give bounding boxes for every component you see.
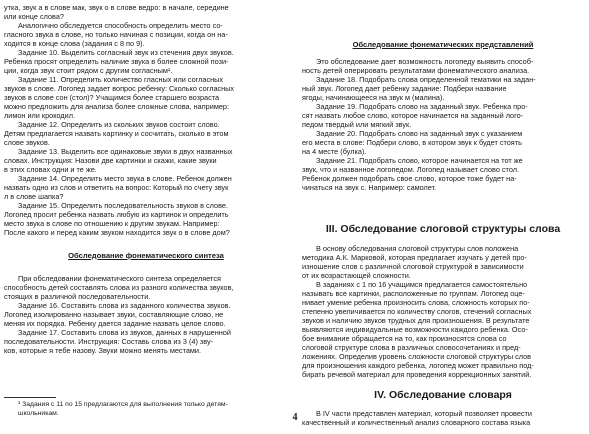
footnote-line: ¹ Задания с 11 по 15 предлагаются для выполнения только детям- xyxy=(18,401,228,408)
text-line: для произношения каждого ребенка, логопед может правильно под- xyxy=(302,361,534,370)
section-3-title: III. Обследование слоговой структуры слова xyxy=(325,223,561,235)
text-line: Ребенок должен подобрать свое слово, которое тоже будет на- xyxy=(302,174,517,183)
text-line: л в слове шапка? xyxy=(4,192,64,201)
text-line: После какого и перед каким звуком находится звук о в слове дом? xyxy=(4,228,230,237)
text-line: звуков в слове сон (стол)? Учащимся более старшего возраста xyxy=(4,93,220,102)
text-line: лимон или крокодил. xyxy=(4,111,76,120)
text-line: место звука в слове по отношению к другим звукам. Например: xyxy=(4,219,220,228)
text-line: Детям предлагается назвать картинку и сосчитать, сколько в этом xyxy=(4,129,229,138)
text-line: словах. Инструкция: Назови две картинки и скажи, какие звуки xyxy=(4,156,217,165)
text-line: можно предложить для анализа более сложные слова, например: xyxy=(4,102,229,111)
text-line: чинаться на звук с. Например: самолет. xyxy=(302,183,437,192)
text-line: Ребенка просят определить наличие звука в более сложной пози- xyxy=(4,57,229,66)
text-line: звуков в слове. Логопед задает вопрос ребенку: Сколько согласных xyxy=(4,84,235,93)
text-line: на 4 месте (булка). xyxy=(302,147,367,156)
text-line: выявляются индивидуальные возможности каждого ребенка. Осо- xyxy=(302,325,528,334)
text-line: меняя их порядка. Ребенку дается задание назвать целое слово. xyxy=(4,319,226,328)
section-heading-representations: Обследование фонематических представлений xyxy=(352,40,534,49)
text-line: степенно увеличивается по количеству слогов, стечений согласных xyxy=(302,307,532,316)
text-line: от их возрастающей сложности. xyxy=(302,271,411,280)
text-line: Это обследование дает возможность логопеду выявить способ- xyxy=(316,57,534,66)
task-15-line: Задание 15. Определить последовательность звуков в слове. xyxy=(18,201,228,210)
text-line: стоящих в различной последовательности. xyxy=(4,292,151,301)
task-21-line: Задание 21. Подобрать слово, которое начинается на тот же xyxy=(316,156,523,165)
page-number: 4 xyxy=(292,412,298,423)
task-16-line: Задание 16. Составить слова из заданного количества звуков. xyxy=(18,301,231,310)
text-line: назвать одно из слов и ответить на вопрос: Который по счету звук xyxy=(4,183,229,192)
footnote-line: школьникам. xyxy=(18,410,59,417)
text-line: педом твердый или мягкий звук. xyxy=(302,120,412,129)
text-line: В заданиях с 1 по 16 учащимся предлагается самостоятельно xyxy=(316,280,528,289)
text-line: гласного звука в слове, но только начиная с позиции, когда он на- xyxy=(4,30,228,39)
task-20-line: Задание 20. Подобрать слово на заданный звук с указанием xyxy=(316,129,523,138)
text-line: Логопед изолированно называет звуки, составляющие слово, не xyxy=(4,310,224,319)
text-line: ягоды, начинающееся на звук м (малина). xyxy=(302,93,445,102)
text-line: методика А.К. Марковой, которая предлагает изучать у детей про- xyxy=(302,253,527,262)
text-line: последовательности. Инструкция: Составь слова из 3 (4) зву- xyxy=(4,337,214,346)
task-13-line: Задание 13. Выделить все одинаковые звуки в двух названных xyxy=(18,147,233,156)
text-line: звуков и наличию звуков трудных для произношения. В результате xyxy=(302,316,530,325)
task-18-line: Задание 18. Подобрать слова определенной тематики на задан- xyxy=(316,75,536,84)
text-line: В основу обследования слоговой структуры слов положена xyxy=(316,244,519,253)
text-line: качественный и количественный анализ словарного состава языка xyxy=(302,418,531,427)
task-12-line: Задание 12. Определить из скольких звуков состоит слово. xyxy=(18,120,220,129)
text-line: его места в слове: Подбери слово, в котором звук к будет стоять xyxy=(302,138,522,147)
text-line: называть все картинки, расположенные по группам. Логопед оце- xyxy=(302,289,525,298)
text-line: изношение слов с различной слоговой структурой в зависимости xyxy=(302,262,524,271)
text-line: бирать речевой материал для проведения коррекционных занятий. xyxy=(302,370,532,379)
text-line: в этих словах одни и те же. xyxy=(4,165,97,174)
text-line: ков, которые я тебе назову. Звуки можно менять местами. xyxy=(4,346,202,355)
text-line: или конце слова? xyxy=(4,12,64,21)
footnote-divider xyxy=(4,397,56,398)
text-line: слове звуков. xyxy=(4,138,50,147)
task-10-line: Задание 10. Выделить согласный звук из стечения двух звуков. xyxy=(18,48,234,57)
text-line: слоговой структуре слова в различных словосочетаниях и пред- xyxy=(302,343,521,352)
text-line: бое внимание обращается на то, как произносятся слова со xyxy=(302,334,507,343)
task-17-line: Задание 17. Составить слова из звуков, данных в нарушенной xyxy=(18,328,231,337)
text-line: Логопед просит ребенка назвать любую из картинок и определить xyxy=(4,210,229,219)
task-14-line: Задание 14. Определить место звука в слове. Ребенок должен xyxy=(18,174,232,183)
text-line: ность детей оперировать результатами фонематического анализа. xyxy=(302,66,530,75)
text-line: сят назвать любое слово, которое начинается на заданный лого- xyxy=(302,111,524,120)
text-line: ходится в конце слова (задания с 8 по 9). xyxy=(4,39,145,48)
text-line: нивает умение ребенка произносить слова, сложность которых по- xyxy=(302,298,530,307)
section-heading-synthesis: Обследование фонематического синтеза xyxy=(68,251,224,260)
text-line: При обследовании фонематического синтеза определяется xyxy=(18,274,221,283)
text-line: утка, звук а в слове мак, звук о в слове ведро: в начале, середине xyxy=(4,3,229,12)
text-line: В IV части представлен материал, который позволяет провести xyxy=(316,409,532,418)
task-19-line: Задание 19. Подобрать слово на заданный звук. Ребенка про- xyxy=(316,102,528,111)
text-line: ный звук. Логопед дает ребенку задание: Подбери название xyxy=(302,84,507,93)
text-line: ции, когда звук стоит рядом с другим согласным¹. xyxy=(4,66,173,75)
text-line: Аналогично обследуется способность определить место со- xyxy=(18,21,223,30)
section-4-title: IV. Обследование словаря xyxy=(374,389,512,401)
text-line: способность детей составлять слова из разного количества звуков, xyxy=(4,283,234,292)
text-line: ложениях. Определив уровень сложности слоговой структуры слов xyxy=(302,352,532,361)
task-11-line: Задание 11. Определить количество гласных или согласных xyxy=(18,75,224,84)
text-line: звук, что и названное логопедом. Логопед называет слово стол. xyxy=(302,165,519,174)
